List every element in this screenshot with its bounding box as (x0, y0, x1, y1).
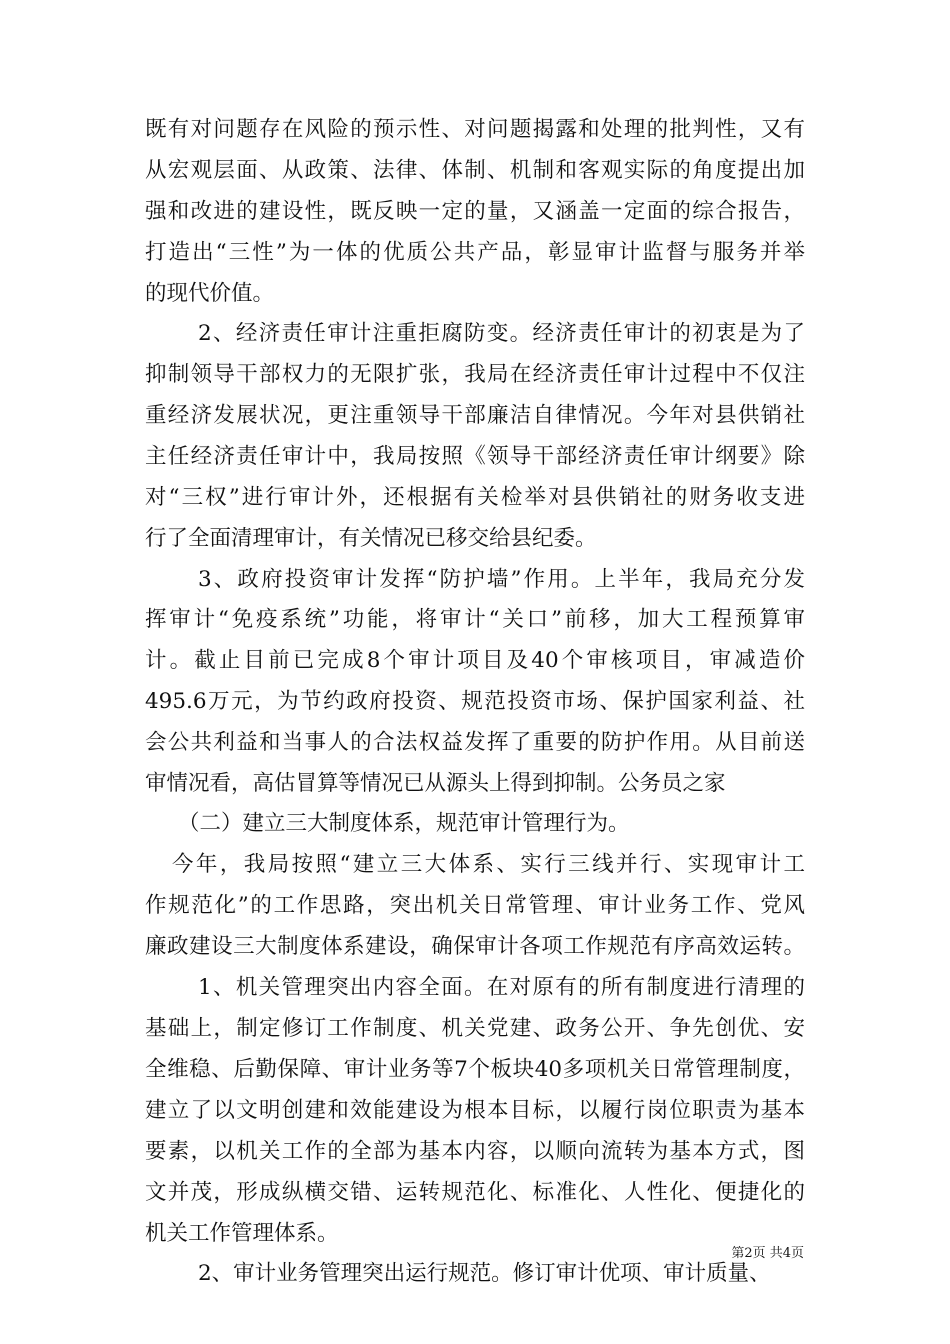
text-line: 要素，以机关工作的全部为基本内容，以顺向流转为基本方式，图 (145, 1139, 805, 1164)
text-line: 行了全面清理审计，有关情况已移交给县纪委。 (145, 526, 597, 551)
text-line: 3、政府投资审计发挥“防护墙”作用。上半年，我局充分发 (198, 567, 805, 592)
text-line: 会公共利益和当事人的合法权益发挥了重要的防护作用。从目前送 (145, 730, 805, 755)
text-line: 基础上，制定修订工作制度、机关党建、政务公开、争先创优、安 (145, 1016, 805, 1041)
text-line: （二）建立三大制度体系，规范审计管理行为。 (178, 811, 630, 836)
text-line: 对“三权”进行审计外，还根据有关检举对县供销社的财务收支进 (145, 485, 805, 510)
text-line: 主任经济责任审计中，我局按照《领导干部经济责任审计纲要》除 (145, 444, 805, 469)
text-line: 495.6万元，为节约政府投资、规范投资市场、保护国家利益、社 (145, 689, 805, 714)
text-line: 廉政建设三大制度体系建设，确保审计各项工作规范有序高效运转。 (145, 934, 805, 959)
text-line: 审情况看，高估冒算等情况已从源头上得到抑制。公务员之家 (145, 771, 726, 796)
page-number: 第2页 共4页 (731, 1246, 804, 1261)
text-line: 2、审计业务管理突出运行规范。修订审计优项、审计质量、 (198, 1261, 771, 1286)
text-line: 打造出“三性”为一体的优质公共产品，彰显审计监督与服务并举 (145, 240, 805, 265)
text-line: 抑制领导干部权力的无限扩张，我局在经济责任审计过程中不仅注 (145, 362, 805, 387)
text-line: 今年，我局按照“建立三大体系、实行三线并行、实现审计工 (172, 852, 805, 877)
text-line: 1、机关管理突出内容全面。在对原有的所有制度进行清理的 (198, 975, 805, 1000)
text-line: 强和改进的建设性，既反映一定的量，又涵盖一定面的综合报告， (145, 199, 805, 224)
text-line: 既有对问题存在风险的预示性、对问题揭露和处理的批判性，又有 (145, 117, 805, 142)
text-line: 的现代价值。 (145, 281, 275, 306)
text-line: 计。截止目前已完成8个审计项目及40个审核项目，审减造价 (145, 648, 805, 673)
text-line: 全维稳、后勤保障、审计业务等7个板块40多项机关日常管理制度， (145, 1057, 805, 1082)
text-line: 2、经济责任审计注重拒腐防变。经济责任审计的初衷是为了 (198, 321, 805, 346)
text-line: 作规范化”的工作思路，突出机关日常管理、审计业务工作、党风 (145, 893, 805, 918)
text-line: 机关工作管理体系。 (145, 1221, 339, 1246)
text-line: 文并茂，形成纵横交错、运转规范化、标准化、人性化、便捷化的 (145, 1180, 805, 1205)
text-line: 重经济发展状况，更注重领导干部廉洁自律情况。今年对县供销社 (145, 403, 805, 428)
text-line: 建立了以文明创建和效能建设为根本目标，以履行岗位职责为基本 (145, 1098, 805, 1123)
text-line: 从宏观层面、从政策、法律、体制、机制和客观实际的角度提出加 (145, 158, 805, 183)
text-line: 挥审计“免疫系统”功能，将审计“关口”前移，加大工程预算审 (145, 607, 805, 632)
